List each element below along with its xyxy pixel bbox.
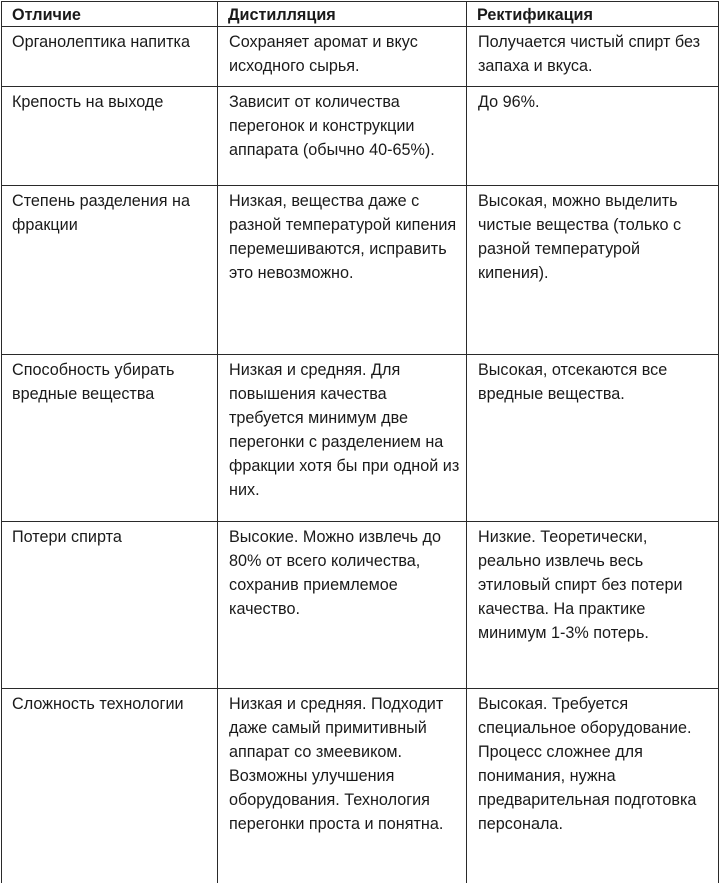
distillation-cell: Низкая, вещества даже с разной температурой кипения перемешиваются, исправить это невозможно. — [218, 186, 467, 355]
column-header-rectification: Ректификация — [467, 2, 719, 27]
rectification-cell: Низкие. Теоретически, реально извлечь весь этиловый спирт без потери качества. На практике минимум 1-3% потерь. — [467, 522, 719, 689]
table-row — [2, 355, 719, 522]
column-header-distillation: Дистилляция — [218, 2, 467, 27]
table-row — [2, 87, 719, 186]
criterion-cell: Степень разделения на фракции — [2, 186, 218, 355]
criterion-cell: Органолептика напитка — [2, 27, 218, 87]
table-row — [2, 186, 719, 355]
rectification-cell: До 96%. — [467, 87, 719, 186]
distillation-cell: Высокие. Можно извлечь до 80% от всего количества, сохранив приемлемое качество. — [218, 522, 467, 689]
distillation-cell: Низкая и средняя. Для повышения качества требуется минимум две перегонки с разделением на фракции хотя бы при одной из них. — [218, 355, 467, 522]
distillation-cell: Низкая и средняя. Подходит даже самый примитивный аппарат со змеевиком. Возможны улучшения оборудования. Технология перегонки проста и понятна. — [218, 689, 467, 883]
table-header-row — [2, 2, 719, 27]
distillation-cell: Сохраняет аромат и вкус исходного сырья. — [218, 27, 467, 87]
table-row — [2, 522, 719, 689]
rectification-cell: Высокая, можно выделить чистые вещества (только с разной температурой кипения). — [467, 186, 719, 355]
table-row — [2, 689, 719, 883]
rectification-cell: Высокая, отсекаются все вредные вещества. — [467, 355, 719, 522]
criterion-cell: Крепость на выходе — [2, 87, 218, 186]
criterion-cell: Способность убирать вредные вещества — [2, 355, 218, 522]
distillation-cell: Зависит от количества перегонок и конструкции аппарата (обычно 40-65%). — [218, 87, 467, 186]
column-header-criterion: Отличие — [2, 2, 218, 27]
rectification-cell: Высокая. Требуется специальное оборудование. Процесс сложнее для понимания, нужна предварительная подготовка персонала. — [467, 689, 719, 883]
rectification-cell: Получается чистый спирт без запаха и вкуса. — [467, 27, 719, 87]
criterion-cell: Потери спирта — [2, 522, 218, 689]
table-row — [2, 27, 719, 87]
criterion-cell: Сложность технологии — [2, 689, 218, 883]
comparison-table — [1, 1, 719, 883]
